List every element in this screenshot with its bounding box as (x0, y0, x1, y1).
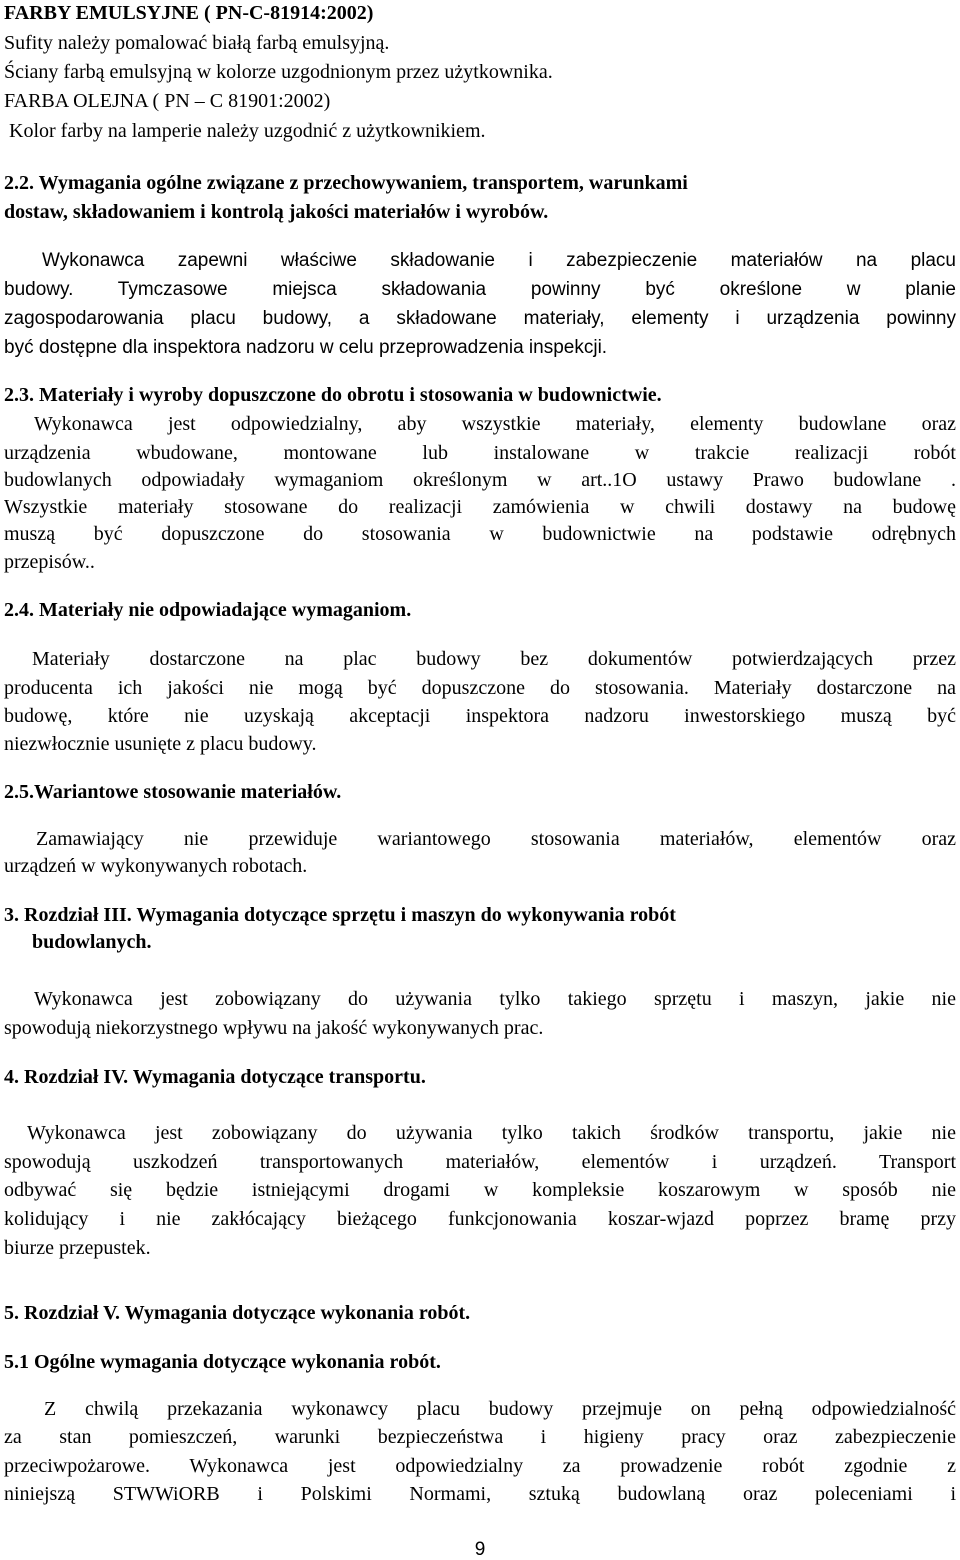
section-2-3-heading: 2.3. Materiały i wyroby dopuszczone do obrotu i stosowania w budownictwie. (4, 384, 662, 406)
paragraph-line: niniejszą STWWiORB i Polskimi Normami, sztuką budowlaną oraz poleceniami i (4, 1483, 956, 1505)
chapter-3-heading: 3. Rozdział III. Wymagania dotyczące sprzętu i maszyn do wykonywania robót (4, 904, 676, 926)
paragraph-line: niezwłocznie usunięte z placu budowy. (4, 733, 317, 755)
section-5-1-heading: 5.1 Ogólne wymagania dotyczące wykonania robót. (4, 1351, 441, 1373)
paragraph-line: Sufity należy pomalować białą farbą emulsyjną. (4, 32, 390, 54)
paragraph-line: Kolor farby na lamperie należy uzgodnić z użytkownikiem. (9, 120, 486, 142)
paragraph-line: przepisów.. (4, 551, 95, 573)
paragraph-line: zagospodarowania placu budowy, a składowane materiały, elementy i urządzenia powinny (4, 308, 956, 329)
chapter-3-heading-cont: budowlanych. (32, 931, 152, 953)
paragraph-line: Wszystkie materiały stosowane do realizacji zamówienia w chwili dostawy na budowę (4, 496, 956, 518)
paragraph-line: być dostępne dla inspektora nadzoru w celu przeprowadzenia inspekcji. (4, 337, 608, 358)
paragraph-line: spowodują niekorzystnego wpływu na jakość wykonywanych prac. (4, 1017, 544, 1039)
paragraph-line: Zamawiający nie przewiduje wariantowego stosowania materiałów, elementów oraz (36, 828, 956, 850)
paragraph-line: Wykonawca jest zobowiązany do używania tylko takiego sprzętu i maszyn, jakie nie (34, 988, 956, 1010)
paragraph-line: urządzeń w wykonywanych robotach. (4, 855, 308, 877)
paragraph-line: producenta ich jakości nie mogą być dopuszczone do stosowania. Materiały dostarczone na (4, 677, 956, 699)
paragraph-line: urządzenia wbudowane, montowane lub instalowane w trakcie realizacji robót (4, 442, 956, 464)
section-2-2-heading: 2.2. Wymagania ogólne związane z przechowywaniem, transportem, warunkami (4, 172, 688, 194)
paragraph-line: budowy. Tymczasowe miejsca składowania powinny być określone w planie (4, 279, 956, 300)
paragraph-line: budowlanych odpowiadały wymaganiom określonym w art..1O ustawy Prawo budowlane . (4, 469, 956, 491)
paragraph-line: Z chwilą przekazania wykonawcy placu budowy przejmuje on pełną odpowiedzialność (44, 1398, 956, 1420)
page-number: 9 (474, 1539, 486, 1560)
paragraph-line: odbywać się będzie istniejącymi drogami w kompleksie koszarowym w sposób nie (4, 1179, 956, 1201)
farba-olejna-line: FARBA OLEJNA ( PN – C 81901:2002) (4, 90, 331, 112)
chapter-4-heading: 4. Rozdział IV. Wymagania dotyczące transportu. (4, 1066, 426, 1088)
paragraph-line: Ściany farbą emulsyjną w kolorze uzgodnionym przez użytkownika. (4, 61, 553, 83)
paragraph-line: spowodują uszkodzeń transportowanych materiałów, elementów i urządzeń. Transport (4, 1151, 956, 1173)
section-2-5-heading: 2.5.Wariantowe stosowanie materiałów. (4, 781, 342, 803)
section-2-2-heading-cont: dostaw, składowaniem i kontrolą jakości materiałów i wyrobów. (4, 201, 549, 223)
paragraph-line: Wykonawca jest odpowiedzialny, aby wszystkie materiały, elementy budowlane oraz (34, 413, 956, 435)
section-2-4-heading: 2.4. Materiały nie odpowiadające wymaganiom. (4, 599, 412, 621)
paragraph-line: Wykonawca jest zobowiązany do używania tylko takich środków transportu, jakie nie (27, 1122, 956, 1144)
paragraph-line: Wykonawca zapewni właściwe składowanie i zabezpieczenie materiałów na placu (42, 250, 956, 271)
paragraph-line: budowę, które nie uzyskają akceptacji inspektora nadzoru inwestorskiego muszą być (4, 705, 956, 727)
paragraph-line: muszą być dopuszczone do stosowania w budownictwie na podstawie odrębnych (4, 523, 956, 545)
paragraph-line: kolidujący i nie zakłócający bieżącego funkcjonowania koszar-wjazd poprzez bramę przy (4, 1208, 956, 1230)
farby-emulsyjne-heading: FARBY EMULSYJNE ( PN-C-81914:2002) (4, 2, 374, 24)
paragraph-line: za stan pomieszczeń, warunki bezpieczeństwa i higieny pracy oraz zabezpieczenie (4, 1426, 956, 1448)
chapter-5-heading: 5. Rozdział V. Wymagania dotyczące wykonania robót. (4, 1302, 471, 1324)
paragraph-line: przeciwpożarowe. Wykonawca jest odpowiedzialny za prowadzenie robót zgodnie z (4, 1455, 956, 1477)
paragraph-line: biurze przepustek. (4, 1237, 151, 1259)
paragraph-line: Materiały dostarczone na plac budowy bez dokumentów potwierdzających przez (32, 648, 956, 670)
